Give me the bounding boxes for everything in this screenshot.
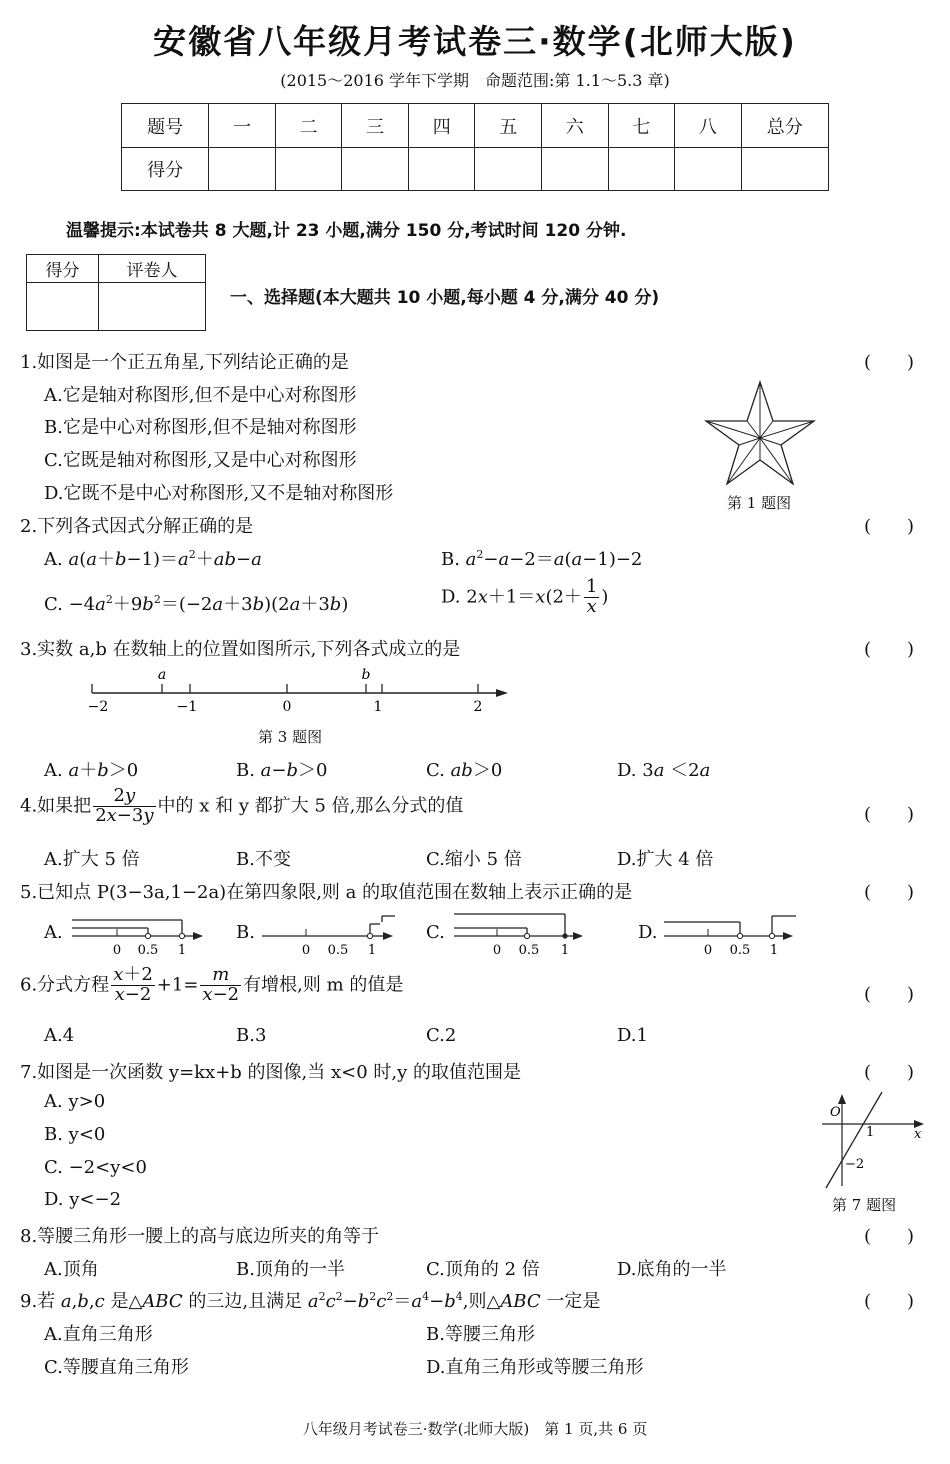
q6-stem-pre: 6.分式方程 bbox=[20, 974, 110, 996]
q5-option-a-number-line bbox=[70, 912, 210, 958]
q6-stem: 6.分式方程 $\frac{x+2}{x-2}$ +1= $\frac{m}{x-2}$ 有增根,则 m 的值是 bbox=[20, 964, 404, 1005]
q1-option-c: C.它既是轴对称图形,又是中心对称图形 bbox=[44, 450, 357, 471]
y-intercept-label: −2 bbox=[845, 1157, 865, 1172]
q4-option-c: C.缩小 5 倍 bbox=[426, 849, 522, 870]
score-cell[interactable] bbox=[342, 148, 409, 191]
q6-option-d: D.1 bbox=[617, 1025, 648, 1046]
score-table-score-row bbox=[122, 148, 829, 191]
axis-label: −1 bbox=[176, 699, 198, 715]
axis-label: 1 bbox=[373, 699, 383, 715]
q9-stem: 9.若 a,b,c 是△ABC 的三边,且满足 $a^2c^2-b^2c^2=a^4-b^4$,则△ABC 一定是 bbox=[20, 1290, 601, 1312]
tick-label: 0 bbox=[301, 943, 311, 958]
q2-option-a: A. $a(a+b-1)=a^2+ab-a$ bbox=[44, 548, 262, 570]
page-title: 安徽省八年级月考试卷三·数学(北师大版) bbox=[153, 22, 797, 61]
q2-option-d: D. 2x＋1＝x(2＋ $\frac{1}{x}$ ) bbox=[441, 576, 609, 617]
score-row-label: 得分 bbox=[122, 148, 209, 191]
q3-option-c: C. ab＞0 bbox=[426, 760, 503, 781]
score-cell[interactable] bbox=[541, 148, 608, 191]
score-cell[interactable] bbox=[275, 148, 342, 191]
q8-answer-paren[interactable]: ( ) bbox=[864, 1226, 915, 1247]
score-header: 三 bbox=[342, 104, 409, 148]
q5-option-b-label: B. bbox=[236, 922, 255, 943]
tick-label: 1 bbox=[177, 943, 187, 958]
tick-label: 0.5 bbox=[729, 943, 751, 958]
q6-option-c: C.2 bbox=[426, 1025, 457, 1046]
q9-option-b: B.等腰三角形 bbox=[426, 1324, 535, 1345]
q4-stem-pre: 4.如果把 bbox=[20, 795, 92, 817]
score-cell[interactable] bbox=[408, 148, 475, 191]
q7-answer-paren[interactable]: ( ) bbox=[864, 1062, 915, 1083]
q8-option-b: B.顶角的一半 bbox=[236, 1259, 345, 1280]
q9-option-d: D.直角三角形或等腰三角形 bbox=[426, 1357, 644, 1378]
tick-label: 0.5 bbox=[327, 943, 349, 958]
q7-option-c: C. −2<y<0 bbox=[44, 1157, 147, 1178]
axis-label: −2 bbox=[87, 699, 109, 715]
q4-answer-paren[interactable]: ( ) bbox=[864, 804, 915, 825]
tick-label: 1 bbox=[769, 943, 779, 958]
q5-answer-paren[interactable]: ( ) bbox=[864, 882, 915, 903]
q3-option-b: B. a−b＞0 bbox=[236, 760, 328, 781]
score-header: 题号 bbox=[122, 104, 209, 148]
q7-linear-function-graph bbox=[818, 1090, 928, 1190]
q3-answer-paren[interactable]: ( ) bbox=[864, 639, 915, 660]
score-cell[interactable] bbox=[608, 148, 675, 191]
grader-score-label: 得分 bbox=[27, 255, 99, 283]
q6-option-b: B.3 bbox=[236, 1025, 267, 1046]
q8-stem: 8.等腰三角形一腰上的高与底边所夹的角等于 bbox=[20, 1226, 380, 1247]
score-header: 总分 bbox=[741, 104, 828, 148]
q7-stem: 7.如图是一次函数 y=kx+b 的图像,当 x<0 时,y 的取值范围是 bbox=[20, 1062, 521, 1083]
five-pointed-star-figure bbox=[700, 376, 820, 488]
score-header: 七 bbox=[608, 104, 675, 148]
tick-label: 0.5 bbox=[137, 943, 159, 958]
x-intercept-label: 1 bbox=[866, 1125, 875, 1140]
page-subtitle: (2015～2016 学年下学期 命题范围:第 1.1～5.3 章) bbox=[280, 71, 670, 90]
score-cell[interactable] bbox=[675, 148, 742, 191]
tick-label: 1 bbox=[367, 943, 377, 958]
score-header: 八 bbox=[675, 104, 742, 148]
q9-option-c: C.等腰直角三角形 bbox=[44, 1357, 189, 1378]
x-axis-label: x bbox=[914, 1127, 922, 1142]
q3-number-line bbox=[80, 664, 520, 720]
grader-name-cell[interactable] bbox=[99, 283, 206, 331]
point-a-label: a bbox=[157, 667, 167, 683]
q6-answer-paren[interactable]: ( ) bbox=[864, 984, 915, 1005]
page-footer: 八年级月考试卷三·数学(北师大版) 第 1 页,共 6 页 bbox=[302, 1420, 648, 1438]
q7-option-a: A. y>0 bbox=[44, 1091, 106, 1112]
grader-score-cell[interactable] bbox=[27, 283, 99, 331]
q3-figure-caption: 第 3 题图 bbox=[258, 728, 323, 746]
q1-stem: 1.如图是一个正五角星,下列结论正确的是 bbox=[20, 352, 349, 373]
q1-answer-paren[interactable]: ( ) bbox=[864, 352, 915, 373]
q9-answer-paren[interactable]: ( ) bbox=[864, 1291, 915, 1312]
q6-option-a: A.4 bbox=[44, 1025, 75, 1046]
q1-figure-caption: 第 1 题图 bbox=[727, 494, 792, 512]
q6-stem-mid: +1= bbox=[156, 974, 199, 996]
tick-label: 1 bbox=[560, 943, 570, 958]
q3-option-d: D. 3a ＜2a bbox=[617, 760, 711, 781]
score-header: 一 bbox=[209, 104, 276, 148]
grader-box bbox=[26, 254, 206, 331]
q4-stem: 4.如果把 $\frac{2y}{2x-3y}$ 中的 x 和 y 都扩大 5 倍,那么分式的值 bbox=[20, 785, 464, 826]
q2-option-b: B. $a^2-a-2=a(a-1)-2$ bbox=[441, 548, 643, 570]
q7-option-b: B. y<0 bbox=[44, 1124, 106, 1145]
point-b-label: b bbox=[361, 667, 371, 683]
q8-option-d: D.底角的一半 bbox=[617, 1259, 727, 1280]
tick-label: 0 bbox=[492, 943, 502, 958]
score-header: 六 bbox=[541, 104, 608, 148]
origin-label: O bbox=[830, 1105, 841, 1120]
q4-stem-post: 中的 x 和 y 都扩大 5 倍,那么分式的值 bbox=[157, 795, 464, 817]
axis-label: 2 bbox=[473, 699, 483, 715]
q1-option-a: A.它是轴对称图形,但不是中心对称图形 bbox=[44, 385, 357, 406]
tick-label: 0 bbox=[112, 943, 122, 958]
q8-option-a: A.顶角 bbox=[44, 1259, 99, 1280]
q7-figure-caption: 第 7 题图 bbox=[832, 1196, 897, 1214]
q6-stem-post: 有增根,则 m 的值是 bbox=[243, 974, 404, 996]
q4-option-b: B.不变 bbox=[236, 849, 291, 870]
q3-option-a: A. a＋b＞0 bbox=[44, 760, 139, 781]
q2-answer-paren[interactable]: ( ) bbox=[864, 516, 915, 537]
q3-stem: 3.实数 a,b 在数轴上的位置如图所示,下列各式成立的是 bbox=[20, 639, 461, 660]
score-header: 四 bbox=[408, 104, 475, 148]
grader-name-label: 评卷人 bbox=[99, 255, 206, 283]
q1-option-b: B.它是中心对称图形,但不是轴对称图形 bbox=[44, 417, 357, 438]
q2-stem: 2.下列各式因式分解正确的是 bbox=[20, 516, 254, 537]
q5-stem: 5.已知点 P(3−3a,1−2a)在第四象限,则 a 的取值范围在数轴上表示正确的是 bbox=[20, 882, 633, 903]
q5-option-a-label: A. bbox=[44, 922, 63, 943]
q5-option-c-label: C. bbox=[426, 922, 445, 943]
axis-label: 0 bbox=[282, 699, 292, 715]
score-table-header-row bbox=[122, 104, 829, 148]
q5-option-d-number-line bbox=[662, 910, 802, 958]
q5-option-b-number-line bbox=[260, 912, 400, 958]
q2-option-c: C. $-4a^2+9b^2=(-2a+3b)(2a+3b)$ bbox=[44, 593, 349, 615]
q7-option-d: D. y<−2 bbox=[44, 1189, 122, 1210]
score-cell[interactable] bbox=[741, 148, 828, 191]
exam-tip: 温馨提示:本试卷共 8 大题,计 23 小题,满分 150 分,考试时间 120 分钟. bbox=[66, 221, 627, 241]
score-header: 二 bbox=[275, 104, 342, 148]
q4-option-d: D.扩大 4 倍 bbox=[617, 849, 714, 870]
q5-option-c-number-line bbox=[452, 910, 592, 958]
q5-option-d-label: D. bbox=[638, 922, 658, 943]
tick-label: 0 bbox=[703, 943, 713, 958]
score-table bbox=[121, 103, 829, 191]
tick-label: 0.5 bbox=[518, 943, 540, 958]
q4-option-a: A.扩大 5 倍 bbox=[44, 849, 140, 870]
score-cell[interactable] bbox=[475, 148, 542, 191]
q9-option-a: A.直角三角形 bbox=[44, 1324, 153, 1345]
q1-option-d: D.它既不是中心对称图形,又不是轴对称图形 bbox=[44, 483, 394, 504]
score-cell[interactable] bbox=[209, 148, 276, 191]
score-header: 五 bbox=[475, 104, 542, 148]
section-heading: 一、选择题(本大题共 10 小题,每小题 4 分,满分 40 分) bbox=[230, 288, 660, 308]
q8-option-c: C.顶角的 2 倍 bbox=[426, 1259, 540, 1280]
